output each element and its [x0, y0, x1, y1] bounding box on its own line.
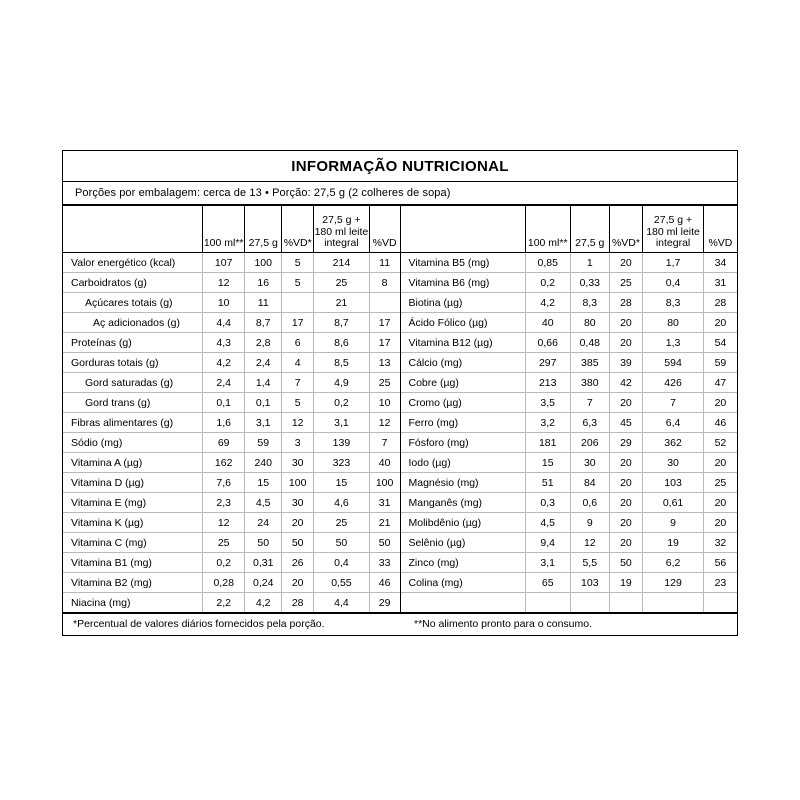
- table-row: [63, 313, 400, 333]
- row-value-c5: 56: [703, 553, 737, 573]
- nutrition-table-right: [401, 206, 738, 612]
- table-row: [63, 353, 400, 373]
- row-value-c2: 24: [245, 513, 282, 533]
- row-nutrient-name: Vitamina E (mg): [63, 493, 203, 513]
- table-row: [63, 293, 400, 313]
- table-body-left: [63, 253, 400, 613]
- row-value-c4: 6,4: [643, 413, 704, 433]
- row-value-c2: 240: [245, 453, 282, 473]
- row-value-c5: 7: [369, 433, 399, 453]
- row-value-c5: 34: [703, 253, 737, 273]
- row-value-c2: 0,1: [245, 393, 282, 413]
- row-value-c5: [369, 293, 399, 313]
- row-value-c4: 50: [314, 533, 370, 553]
- row-value-c4: 8,6: [314, 333, 370, 353]
- row-nutrient-name: Colina (mg): [401, 573, 526, 593]
- row-value-c4: 594: [643, 353, 704, 373]
- row-value-c5: 11: [369, 253, 399, 273]
- nutrition-table-left: [63, 206, 400, 612]
- column-header-portion-milk-right-l3: integral: [655, 237, 691, 250]
- row-nutrient-name: Vitamina B6 (mg): [401, 273, 526, 293]
- row-value-c5: 13: [369, 353, 399, 373]
- row-value-c3: 19: [609, 573, 643, 593]
- row-value-c1: 0,2: [203, 553, 245, 573]
- row-value-c2: 3,1: [245, 413, 282, 433]
- row-nutrient-name: Valor energético (kcal): [63, 253, 203, 273]
- row-nutrient-name: Vitamina K (µg): [63, 513, 203, 533]
- table-row: [401, 313, 738, 333]
- row-value-c3: 50: [282, 533, 314, 553]
- row-value-c2: 11: [245, 293, 282, 313]
- row-value-c3: 3: [282, 433, 314, 453]
- row-value-c3: 5: [282, 273, 314, 293]
- row-nutrient-name: Vitamina B5 (mg): [401, 253, 526, 273]
- table-row: [401, 413, 738, 433]
- row-value-c3: 20: [609, 313, 643, 333]
- row-value-c2: 0,31: [245, 553, 282, 573]
- row-value-c5: 20: [703, 313, 737, 333]
- row-value-c4: 0,4: [643, 273, 704, 293]
- row-value-c1: 9,4: [525, 533, 570, 553]
- row-value-c4: 1,3: [643, 333, 704, 353]
- row-value-c3: 5: [282, 253, 314, 273]
- row-nutrient-name: Gorduras totais (g): [63, 353, 203, 373]
- row-nutrient-name: Vitamina A (µg): [63, 453, 203, 473]
- row-value-c1: 0,66: [525, 333, 570, 353]
- table-row: [401, 273, 738, 293]
- table-row: [401, 453, 738, 473]
- row-value-c4: 323: [314, 453, 370, 473]
- row-value-c5: 31: [369, 493, 399, 513]
- row-value-c2: 2,8: [245, 333, 282, 353]
- row-value-c1: 4,2: [203, 353, 245, 373]
- row-value-c4: 426: [643, 373, 704, 393]
- row-nutrient-name: Carboidratos (g): [63, 273, 203, 293]
- row-value-c3: 30: [282, 493, 314, 513]
- row-value-c5: 40: [369, 453, 399, 473]
- row-value-c3: 26: [282, 553, 314, 573]
- row-value-c4: 4,6: [314, 493, 370, 513]
- row-value-c5: 59: [703, 353, 737, 373]
- row-value-c2: 30: [570, 453, 609, 473]
- row-value-c3: [282, 293, 314, 313]
- row-value-c5: 46: [369, 573, 399, 593]
- nutrition-table-left-wrapper: [63, 206, 400, 612]
- row-value-c4: 7: [643, 393, 704, 413]
- row-value-c4: 1,7: [643, 253, 704, 273]
- table-row: [63, 393, 400, 413]
- row-value-c4: 25: [314, 273, 370, 293]
- row-value-c1: 4,2: [525, 293, 570, 313]
- row-nutrient-name: Iodo (µg): [401, 453, 526, 473]
- row-value-c4: 214: [314, 253, 370, 273]
- row-value-c1: 4,4: [203, 313, 245, 333]
- row-value-c5: 54: [703, 333, 737, 353]
- row-nutrient-name: Zinco (mg): [401, 553, 526, 573]
- row-value-c5: 25: [369, 373, 399, 393]
- row-nutrient-name: Fibras alimentares (g): [63, 413, 203, 433]
- column-header-portion-milk-right-l1: 27,5 g +: [653, 213, 693, 226]
- row-value-c2: 1: [570, 253, 609, 273]
- table-row: [401, 373, 738, 393]
- spacer-cell: [570, 593, 609, 613]
- row-value-c5: 46: [703, 413, 737, 433]
- row-value-c3: 20: [609, 533, 643, 553]
- row-value-c3: 20: [609, 513, 643, 533]
- row-nutrient-name: Cromo (µg): [401, 393, 526, 413]
- row-value-c4: 3,1: [314, 413, 370, 433]
- nutrition-grid: [63, 206, 737, 612]
- row-value-c1: 65: [525, 573, 570, 593]
- table-row: [401, 573, 738, 593]
- row-value-c5: 20: [703, 493, 737, 513]
- row-value-c3: 6: [282, 333, 314, 353]
- row-value-c3: 20: [609, 253, 643, 273]
- row-value-c1: 213: [525, 373, 570, 393]
- row-value-c4: 4,9: [314, 373, 370, 393]
- row-value-c2: 4,5: [245, 493, 282, 513]
- row-nutrient-name: Açúcares totais (g): [63, 293, 203, 313]
- row-value-c2: 84: [570, 473, 609, 493]
- row-value-c2: 2,4: [245, 353, 282, 373]
- row-value-c3: 29: [609, 433, 643, 453]
- row-value-c3: 20: [609, 493, 643, 513]
- row-value-c1: 69: [203, 433, 245, 453]
- column-header-nutrient: [63, 206, 203, 253]
- row-value-c5: 50: [369, 533, 399, 553]
- table-row: [63, 533, 400, 553]
- table-row: [401, 393, 738, 413]
- column-header-portion-milk-l2: 180 ml leite: [314, 225, 369, 238]
- row-nutrient-name: Sódio (mg): [63, 433, 203, 453]
- table-row-spacer: [401, 593, 738, 613]
- row-value-c2: 1,4: [245, 373, 282, 393]
- row-value-c5: 31: [703, 273, 737, 293]
- row-value-c4: 80: [643, 313, 704, 333]
- row-value-c3: 20: [282, 573, 314, 593]
- row-value-c3: 100: [282, 473, 314, 493]
- row-nutrient-name: Aç adicionados (g): [63, 313, 203, 333]
- column-header-nutrient-right: [401, 206, 526, 253]
- row-value-c5: 29: [369, 593, 399, 613]
- row-value-c1: 4,3: [203, 333, 245, 353]
- row-value-c4: 139: [314, 433, 370, 453]
- row-value-c5: 33: [369, 553, 399, 573]
- column-header-portion-milk: [314, 206, 370, 253]
- table-row: [63, 273, 400, 293]
- row-value-c1: 12: [203, 273, 245, 293]
- footnote-ready-food: **No alimento pronto para o consumo.: [414, 618, 593, 630]
- row-value-c2: 380: [570, 373, 609, 393]
- row-value-c5: 25: [703, 473, 737, 493]
- row-value-c2: 0,48: [570, 333, 609, 353]
- table-row: [63, 413, 400, 433]
- row-nutrient-name: Fósforo (mg): [401, 433, 526, 453]
- table-row: [401, 353, 738, 373]
- row-value-c1: 297: [525, 353, 570, 373]
- row-nutrient-name: Magnésio (mg): [401, 473, 526, 493]
- row-value-c5: 20: [703, 393, 737, 413]
- row-value-c5: 100: [369, 473, 399, 493]
- row-value-c2: 50: [245, 533, 282, 553]
- table-row: [401, 473, 738, 493]
- row-value-c1: 51: [525, 473, 570, 493]
- row-value-c5: 23: [703, 573, 737, 593]
- spacer-cell: [643, 593, 704, 613]
- spacer-cell: [609, 593, 643, 613]
- row-value-c2: 80: [570, 313, 609, 333]
- row-nutrient-name: Cálcio (mg): [401, 353, 526, 373]
- row-value-c5: 20: [703, 453, 737, 473]
- row-value-c2: 12: [570, 533, 609, 553]
- table-row: [63, 333, 400, 353]
- row-value-c5: 10: [369, 393, 399, 413]
- table-row: [401, 533, 738, 553]
- row-value-c2: 8,7: [245, 313, 282, 333]
- row-nutrient-name: Vitamina B2 (mg): [63, 573, 203, 593]
- row-value-c3: 28: [609, 293, 643, 313]
- row-nutrient-name: Proteínas (g): [63, 333, 203, 353]
- row-value-c3: 4: [282, 353, 314, 373]
- row-nutrient-name: Vitamina C (mg): [63, 533, 203, 553]
- column-header-vd-right: %VD: [703, 206, 737, 253]
- row-nutrient-name: Gord saturadas (g): [63, 373, 203, 393]
- column-header-portion-milk-l3: integral: [324, 237, 359, 250]
- column-header-vd-star: %VD*: [282, 206, 314, 253]
- row-value-c2: 4,2: [245, 593, 282, 613]
- row-value-c1: 1,6: [203, 413, 245, 433]
- table-head-left: [63, 206, 400, 253]
- row-value-c5: 32: [703, 533, 737, 553]
- row-value-c2: 103: [570, 573, 609, 593]
- row-value-c2: 5,5: [570, 553, 609, 573]
- row-value-c2: 100: [245, 253, 282, 273]
- row-value-c3: 42: [609, 373, 643, 393]
- footnote-vd: *Percentual de valores diários fornecidos pela porção.: [73, 618, 325, 630]
- row-nutrient-name: Selênio (µg): [401, 533, 526, 553]
- row-value-c3: 20: [282, 513, 314, 533]
- column-header-portion-milk-right-l2: 180 ml leite: [646, 225, 700, 238]
- row-value-c4: 0,61: [643, 493, 704, 513]
- row-value-c3: 25: [609, 273, 643, 293]
- row-value-c1: 0,1: [203, 393, 245, 413]
- row-value-c4: 129: [643, 573, 704, 593]
- row-value-c3: 20: [609, 333, 643, 353]
- row-value-c2: 16: [245, 273, 282, 293]
- table-row: [401, 493, 738, 513]
- row-value-c5: 17: [369, 313, 399, 333]
- row-value-c2: 8,3: [570, 293, 609, 313]
- spacer-cell: [401, 593, 526, 613]
- row-value-c1: 181: [525, 433, 570, 453]
- row-value-c4: 6,2: [643, 553, 704, 573]
- row-value-c1: 12: [203, 513, 245, 533]
- row-value-c1: 2,3: [203, 493, 245, 513]
- table-body-right: [401, 253, 738, 613]
- row-value-c3: 50: [609, 553, 643, 573]
- row-value-c2: 7: [570, 393, 609, 413]
- row-value-c3: 39: [609, 353, 643, 373]
- row-value-c2: 15: [245, 473, 282, 493]
- row-value-c1: 162: [203, 453, 245, 473]
- table-row: [63, 573, 400, 593]
- column-header-100ml: 100 ml**: [203, 206, 245, 253]
- row-value-c1: 7,6: [203, 473, 245, 493]
- table-row: [63, 513, 400, 533]
- row-value-c1: 3,5: [525, 393, 570, 413]
- table-row: [63, 473, 400, 493]
- row-value-c1: 0,85: [525, 253, 570, 273]
- row-value-c1: 107: [203, 253, 245, 273]
- column-header-portion-right: 27,5 g: [570, 206, 609, 253]
- table-head-right: [401, 206, 738, 253]
- row-value-c2: 59: [245, 433, 282, 453]
- row-value-c3: 28: [282, 593, 314, 613]
- row-value-c3: 7: [282, 373, 314, 393]
- row-value-c5: 52: [703, 433, 737, 453]
- row-value-c4: 103: [643, 473, 704, 493]
- row-value-c1: 40: [525, 313, 570, 333]
- row-value-c4: 4,4: [314, 593, 370, 613]
- table-row: [401, 553, 738, 573]
- row-value-c1: 3,1: [525, 553, 570, 573]
- row-value-c5: 21: [369, 513, 399, 533]
- table-row: [63, 373, 400, 393]
- row-value-c4: 0,2: [314, 393, 370, 413]
- table-row: [63, 553, 400, 573]
- row-value-c3: 45: [609, 413, 643, 433]
- row-value-c4: 0,55: [314, 573, 370, 593]
- row-value-c2: 206: [570, 433, 609, 453]
- row-nutrient-name: Vitamina B1 (mg): [63, 553, 203, 573]
- row-value-c2: 6,3: [570, 413, 609, 433]
- column-header-vd: %VD: [369, 206, 399, 253]
- row-value-c1: 10: [203, 293, 245, 313]
- table-row: [401, 433, 738, 453]
- row-value-c4: 8,3: [643, 293, 704, 313]
- row-value-c5: 28: [703, 293, 737, 313]
- row-value-c3: 20: [609, 453, 643, 473]
- row-nutrient-name: Vitamina B12 (µg): [401, 333, 526, 353]
- row-value-c4: 8,7: [314, 313, 370, 333]
- table-row: [63, 253, 400, 273]
- row-nutrient-name: Cobre (µg): [401, 373, 526, 393]
- row-nutrient-name: Biotina (µg): [401, 293, 526, 313]
- row-value-c2: 0,33: [570, 273, 609, 293]
- nutrition-table-right-wrapper: [400, 206, 738, 612]
- row-value-c2: 385: [570, 353, 609, 373]
- row-value-c1: 3,2: [525, 413, 570, 433]
- row-value-c3: 20: [609, 393, 643, 413]
- row-value-c4: 25: [314, 513, 370, 533]
- row-value-c4: 0,4: [314, 553, 370, 573]
- row-value-c3: 20: [609, 473, 643, 493]
- row-value-c3: 30: [282, 453, 314, 473]
- row-value-c1: 15: [525, 453, 570, 473]
- row-value-c5: 47: [703, 373, 737, 393]
- row-value-c4: 9: [643, 513, 704, 533]
- footnotes: [63, 612, 737, 635]
- row-value-c2: 0,24: [245, 573, 282, 593]
- row-value-c2: 9: [570, 513, 609, 533]
- row-value-c1: 25: [203, 533, 245, 553]
- row-value-c1: 0,2: [525, 273, 570, 293]
- servings-line: Porções por embalagem: cerca de 13 • Porção: 27,5 g (2 colheres de sopa): [63, 182, 737, 206]
- row-value-c4: 8,5: [314, 353, 370, 373]
- column-header-portion: 27,5 g: [245, 206, 282, 253]
- nutrition-facts-panel: [62, 150, 738, 636]
- row-nutrient-name: Ferro (mg): [401, 413, 526, 433]
- row-value-c5: 8: [369, 273, 399, 293]
- row-nutrient-name: Niacina (mg): [71, 596, 131, 609]
- row-value-c4: 30: [643, 453, 704, 473]
- table-row: [63, 493, 400, 513]
- row-value-c4: 362: [643, 433, 704, 453]
- row-nutrient-name: Manganês (mg): [401, 493, 526, 513]
- row-nutrient-name: Molibdênio (µg): [401, 513, 526, 533]
- row-value-c3: 12: [282, 413, 314, 433]
- table-row: [401, 333, 738, 353]
- row-nutrient-name: Ácido Fólico (µg): [401, 313, 526, 333]
- table-row: [401, 253, 738, 273]
- column-header-vd-star-right: %VD*: [609, 206, 643, 253]
- row-value-c4: 21: [314, 293, 370, 313]
- row-value-c3: 5: [282, 393, 314, 413]
- table-row: [401, 513, 738, 533]
- row-value-c5: 20: [703, 513, 737, 533]
- table-row: [401, 293, 738, 313]
- row-value-c5: 12: [369, 413, 399, 433]
- table-row: [63, 453, 400, 473]
- spacer-cell: [525, 593, 570, 613]
- row-value-c3: 17: [282, 313, 314, 333]
- column-header-100ml-right: 100 ml**: [525, 206, 570, 253]
- spacer-cell: [703, 593, 737, 613]
- row-nutrient-name: Gord trans (g): [63, 393, 203, 413]
- row-value-c4: 15: [314, 473, 370, 493]
- table-row: [63, 593, 400, 613]
- row-value-c1: 2,2: [203, 593, 245, 613]
- row-value-c1: 0,3: [525, 493, 570, 513]
- row-value-c1: 2,4: [203, 373, 245, 393]
- column-header-portion-milk-right: [643, 206, 704, 253]
- page-title: INFORMAÇÃO NUTRICIONAL: [63, 151, 737, 182]
- row-value-c1: 0,28: [203, 573, 245, 593]
- row-value-c1: 4,5: [525, 513, 570, 533]
- row-value-c2: 0,6: [570, 493, 609, 513]
- row-nutrient-name: Vitamina D (µg): [63, 473, 203, 493]
- row-value-c4: 19: [643, 533, 704, 553]
- row-value-c5: 17: [369, 333, 399, 353]
- table-row: [63, 433, 400, 453]
- column-header-portion-milk-l1: 27,5 g +: [322, 213, 361, 226]
